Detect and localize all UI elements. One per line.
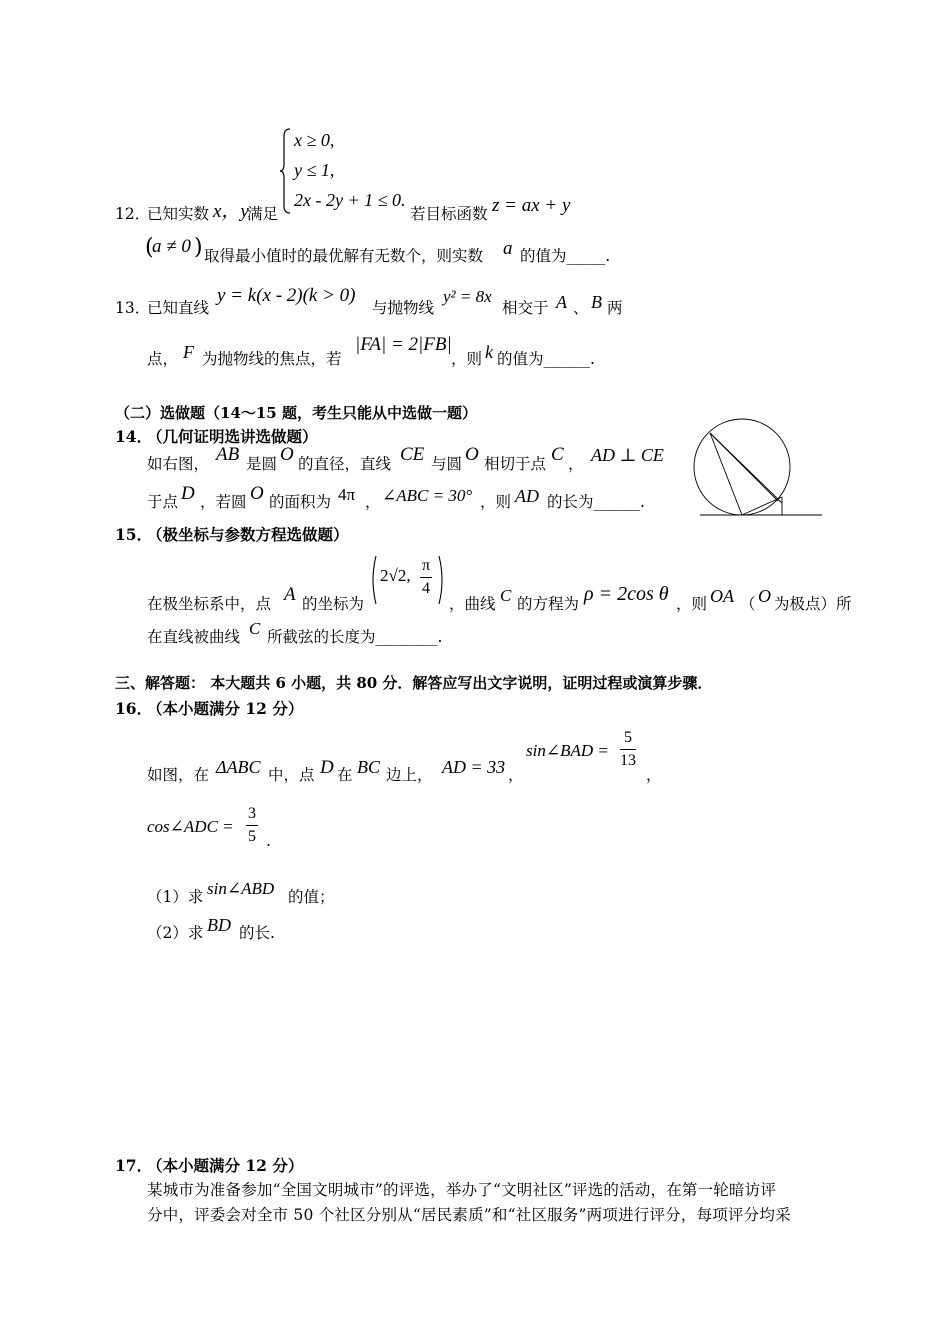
section-2-title: （二）选做题（14～15 题，考生只能从中选做一题）	[115, 404, 477, 422]
q12-text-pre: 已知实数	[147, 205, 210, 223]
q13-line-equation: y = k(x - 2)(k > 0)	[217, 285, 356, 306]
q13-var-k: k	[485, 342, 493, 362]
q14-perp: AD ⊥ CE	[591, 445, 664, 465]
q15-l1c: ，曲线	[449, 595, 496, 613]
q15-l1b: 的坐标为	[302, 595, 365, 613]
q16-part2-post: 的长.	[239, 924, 275, 942]
q16-l1d: 边上，	[386, 766, 433, 784]
q16-part2-math: BD	[207, 915, 231, 935]
q16-cos-num: 3	[246, 803, 258, 826]
q15-l1d: 的方程为	[517, 595, 580, 613]
q16-l1c: 在	[337, 766, 353, 784]
q15-OA: OA	[710, 586, 734, 606]
q13-l2d: 的值为______.	[497, 350, 595, 368]
q15-number: 15．	[115, 525, 153, 544]
q14-D: D	[181, 483, 195, 504]
q12-line2-end: 的值为_____.	[520, 247, 611, 265]
q15-O: O	[758, 586, 771, 606]
q13-point-F: F	[183, 342, 194, 362]
q14-O2: O	[465, 444, 479, 465]
q12-vars: x，y	[213, 201, 249, 222]
q15-C1: C	[500, 586, 512, 605]
q13-condition: |FA| = 2|FB|	[355, 334, 452, 355]
q12-paren-left: (	[145, 235, 154, 260]
q14-O3: O	[250, 483, 264, 504]
q15-l2b: 所截弦的长度为________.	[267, 628, 443, 646]
q15-coord-angle	[420, 555, 432, 600]
q16-part2-pre: （2）求	[147, 924, 204, 942]
q16-BC: BC	[357, 757, 381, 777]
q15-l2a: 在直线被曲线	[147, 628, 241, 646]
q13-sep: 、	[573, 299, 589, 317]
q15-coord-r: 2√2,	[380, 566, 411, 585]
q13-end1: 两	[607, 299, 623, 317]
q14-AB: AB	[216, 444, 240, 465]
q16-period: .	[266, 832, 271, 850]
q13-l2a: 点，	[147, 350, 179, 368]
q16-triangle: ΔABC	[216, 757, 261, 777]
q14-l1e: 相切于点	[484, 455, 547, 473]
q15-C2: C	[249, 619, 261, 638]
q14-l1a: 如右图，	[147, 455, 210, 473]
q15-A: A	[284, 584, 296, 605]
q16-sin-label: sin∠BAD =	[526, 741, 609, 760]
q15-coord-angle-num: π	[420, 555, 432, 578]
q12-text-mid: 满足	[247, 205, 279, 223]
q16-l1a: 如图，在	[147, 766, 210, 784]
q16-l1b: 中，点	[268, 766, 315, 784]
q13-point-A: A	[556, 292, 567, 312]
q16-part1-pre: （1）求	[147, 888, 204, 906]
q12-condition: a ≠ 0	[152, 236, 191, 257]
q17-title: （本小题满分 12 分）	[147, 1156, 304, 1175]
q12-objective: z = ax + y	[492, 195, 571, 216]
q14-l2a: 于点	[147, 493, 179, 511]
q13-l2b: 为抛物线的焦点，若	[202, 350, 342, 368]
q16-sin-fraction	[620, 727, 636, 772]
q14-area: 4π	[338, 485, 356, 504]
q14-l1f: ，	[568, 455, 584, 473]
q15-curve-eq: ρ = 2cos θ	[584, 583, 669, 605]
q16-part1-post: 的值；	[288, 888, 335, 906]
q14-C: C	[551, 444, 564, 465]
q15-l1e: ，则	[676, 595, 708, 613]
q14-O1: O	[280, 444, 294, 465]
q14-l1c: 的直径，直线	[298, 455, 392, 473]
q12-constraint-3: 2x - 2y + 1 ≤ 0.	[294, 190, 406, 210]
q13-point-B: B	[591, 292, 602, 312]
q13-text-mid2: 相交于	[502, 299, 549, 317]
q14-l1b: 是圆	[246, 455, 278, 473]
q16-cos-label: cos∠ADC =	[147, 817, 234, 836]
q16-cos-den: 5	[248, 828, 256, 845]
q12-var-a: a	[503, 238, 513, 259]
q16-comma2: ，	[646, 766, 662, 784]
q13-text-mid: 与抛物线	[372, 299, 435, 317]
q17-line-2: 分中，评委会对全市 50 个社区分别从“居民素质”和“社区服务”两项进行评分，每项评分均采	[147, 1206, 791, 1224]
q14-CE: CE	[400, 444, 425, 465]
q16-cos-fraction	[246, 803, 258, 848]
q15-l1f: （	[740, 595, 756, 613]
q14-l2f: 的长为______.	[547, 493, 645, 511]
q13-parabola: y² = 8x	[443, 287, 492, 306]
q17-number: 17．	[115, 1156, 153, 1175]
section-3-title: 三、解答题： 本大题共 6 小题，共 80 分．解答应写出文字说明，证明过程或演算步骤．	[115, 674, 713, 692]
q13-l2c: ，则	[451, 350, 483, 368]
q12-line2: 取得最小值时的最优解有无数个，则实数	[204, 247, 484, 265]
q14-number: 14．	[115, 427, 153, 446]
q16-D: D	[320, 757, 334, 778]
q15-l1g: 为极点）所	[774, 595, 852, 613]
q13-number: 13．	[115, 299, 151, 317]
q15-title: （极坐标与参数方程选做题）	[147, 525, 349, 544]
q14-AD: AD	[515, 486, 539, 506]
q17-line-1: 某城市为准备参加“全国文明城市”的评选，举办了“文明社区”评选的活动，在第一轮暗访评	[147, 1181, 777, 1199]
q12-constraint-2: y ≤ 1,	[294, 160, 335, 180]
q16-part1-math: sin∠ABD	[207, 879, 275, 898]
q15-l1a: 在极坐标系中，点	[147, 595, 272, 613]
q14-l2d: ，	[365, 493, 381, 511]
q16-AD-value: AD = 33	[442, 757, 506, 777]
q12-paren-right: )	[194, 235, 203, 260]
q12-text-post: 若目标函数	[410, 205, 488, 223]
q15-coord-angle-den: 4	[422, 580, 431, 597]
q16-title: （本小题满分 12 分）	[147, 699, 304, 718]
q14-l1d: 与圆	[431, 455, 463, 473]
q16-sin-den: 13	[620, 752, 636, 769]
q12-constraint-1: x ≥ 0,	[294, 130, 335, 150]
q16-number: 16．	[115, 699, 153, 718]
q13-text-pre: 已知直线	[147, 299, 210, 317]
q14-title: （几何证明选讲选做题）	[147, 427, 318, 446]
q16-comma1: ，	[508, 766, 524, 784]
q14-l2b: ，若圆	[200, 493, 247, 511]
q16-sin-num: 5	[620, 727, 636, 750]
q14-angle: ∠ABC = 30°	[382, 486, 473, 505]
q14-l2e: ，则	[480, 493, 512, 511]
q12-number: 12．	[115, 205, 151, 223]
q14-l2c: 的面积为	[269, 493, 332, 511]
